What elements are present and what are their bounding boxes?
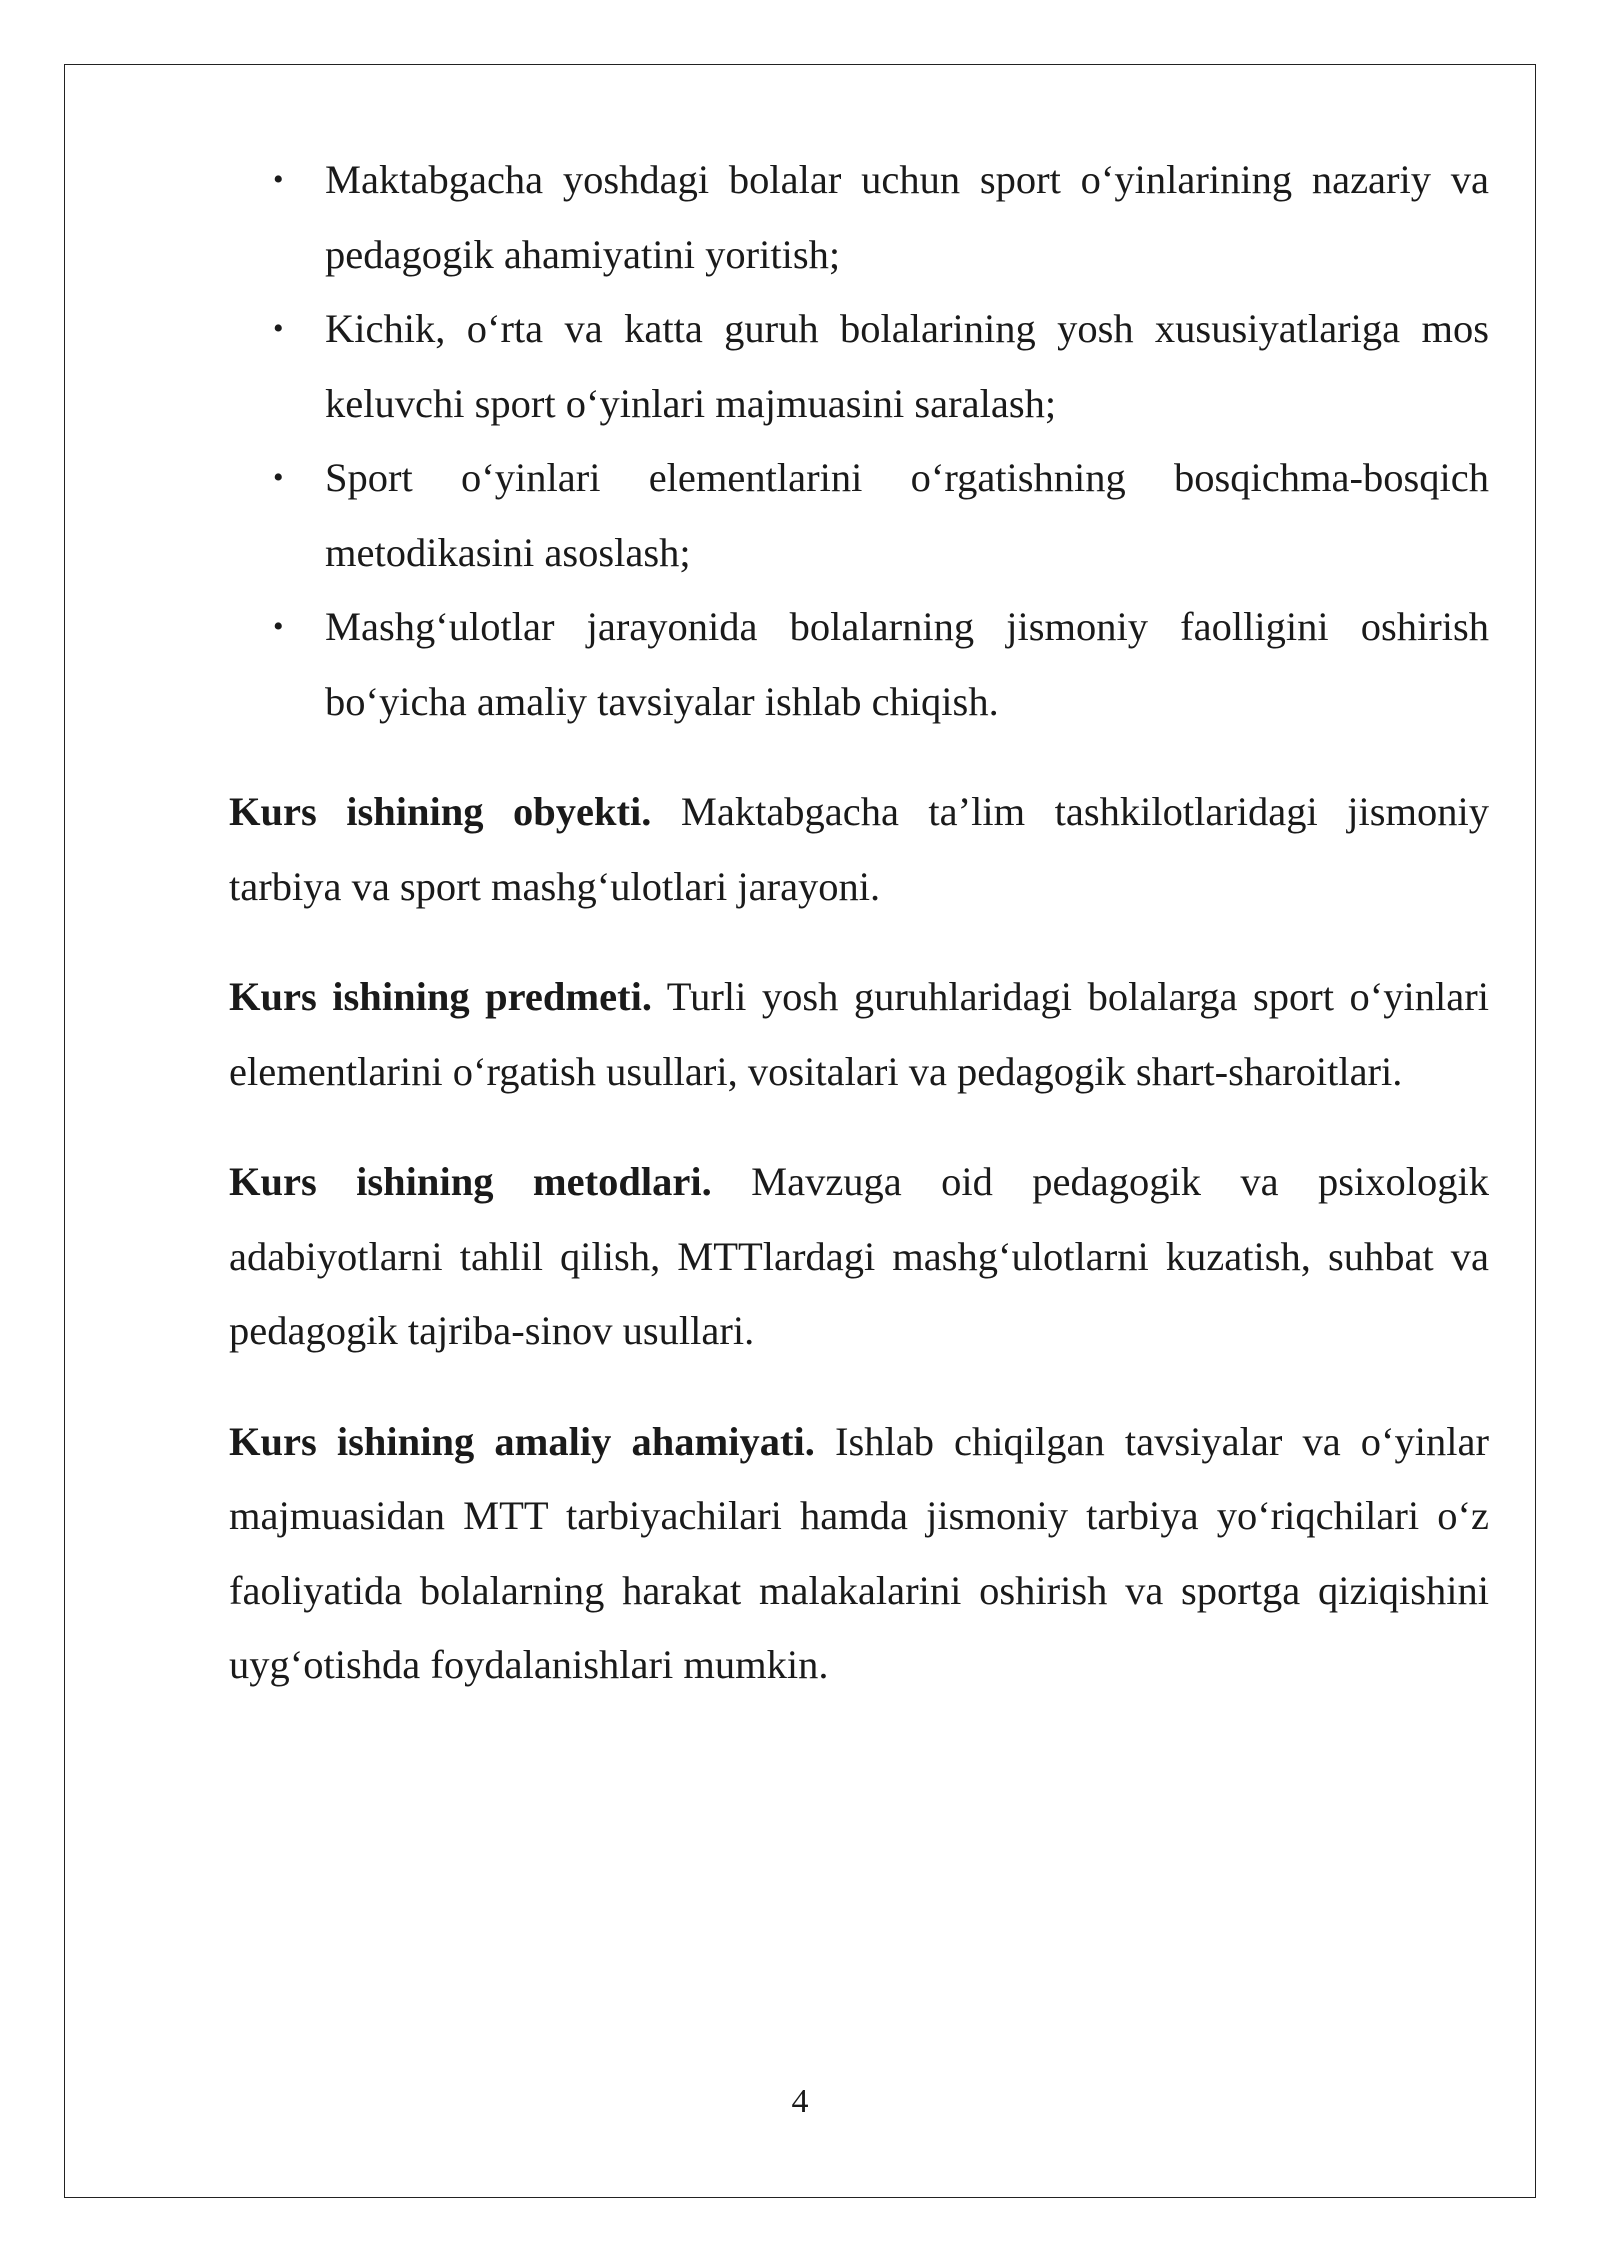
page-number: 4	[791, 2083, 809, 2120]
section-title: Kurs ishining metodlari.	[229, 1159, 712, 1204]
list-item-text: Maktabgacha yoshdagi bolalar uchun sport o‘yinlarining nazariy va pedagogik ahamiyatini yoritish;	[325, 157, 1489, 277]
list-item-text: Sport o‘yinlari elementlarini o‘rgatishning bosqichma-bosqich metodikasini asoslash;	[325, 455, 1489, 575]
bullet-icon: •	[273, 312, 284, 345]
section-text: Maktabgacha ta’lim tashkilotlaridagi jismoniy tarbiya va sport mashg‘ulotlari jarayoni.	[229, 789, 1489, 909]
page-content	[229, 143, 1489, 1703]
section-title: Kurs ishining amaliy ahamiyati.	[229, 1418, 815, 1464]
list-item-text: Mashg‘ulotlar jarayonida bolalarning jismoniy faolligini oshirish bo‘yicha amaliy tavsiyalar ishlab chiqish.	[325, 604, 1489, 724]
section-practical-significance	[229, 1405, 1489, 1703]
objectives-list	[229, 143, 1489, 739]
section-methods	[229, 1145, 1489, 1369]
list-item	[273, 441, 1489, 590]
section-text: Ishlab chiqilgan tavsiyalar va o‘yinlar majmuasidan MTT tarbiyachilari hamda jismoniy tarbiya yo‘riqchilari o‘z faoliyatida bolalarning harakat malakalarini oshirish va sportga qiziqishini uyg‘otishda foydalanishlari mumkin.	[229, 1418, 1489, 1687]
section-title: Kurs ishining obyekti.	[229, 789, 652, 834]
section-object	[229, 775, 1489, 924]
bullet-icon: •	[273, 610, 284, 643]
section-title: Kurs ishining predmeti.	[229, 974, 652, 1019]
section-text: Mavzuga oid pedagogik va psixologik adabiyotlarni tahlil qilish, MTTlardagi mashg‘ulotlarni kuzatish, suhbat va pedagogik tajriba-sinov usullari.	[229, 1159, 1489, 1353]
list-item-text: Kichik, o‘rta va katta guruh bolalarining yosh xususiyatlariga mos keluvchi sport o‘yinlari majmuasini saralash;	[325, 306, 1489, 426]
list-item	[273, 292, 1489, 441]
list-item	[273, 590, 1489, 739]
bullet-icon: •	[273, 461, 284, 494]
section-text: Turli yosh guruhlaridagi bolalarga sport o‘yinlari elementlarini o‘rgatish usullari, vositalari va pedagogik shart-sharoitlari.	[229, 974, 1489, 1094]
list-item	[273, 143, 1489, 292]
bullet-icon: •	[273, 163, 284, 196]
section-subject	[229, 960, 1489, 1109]
